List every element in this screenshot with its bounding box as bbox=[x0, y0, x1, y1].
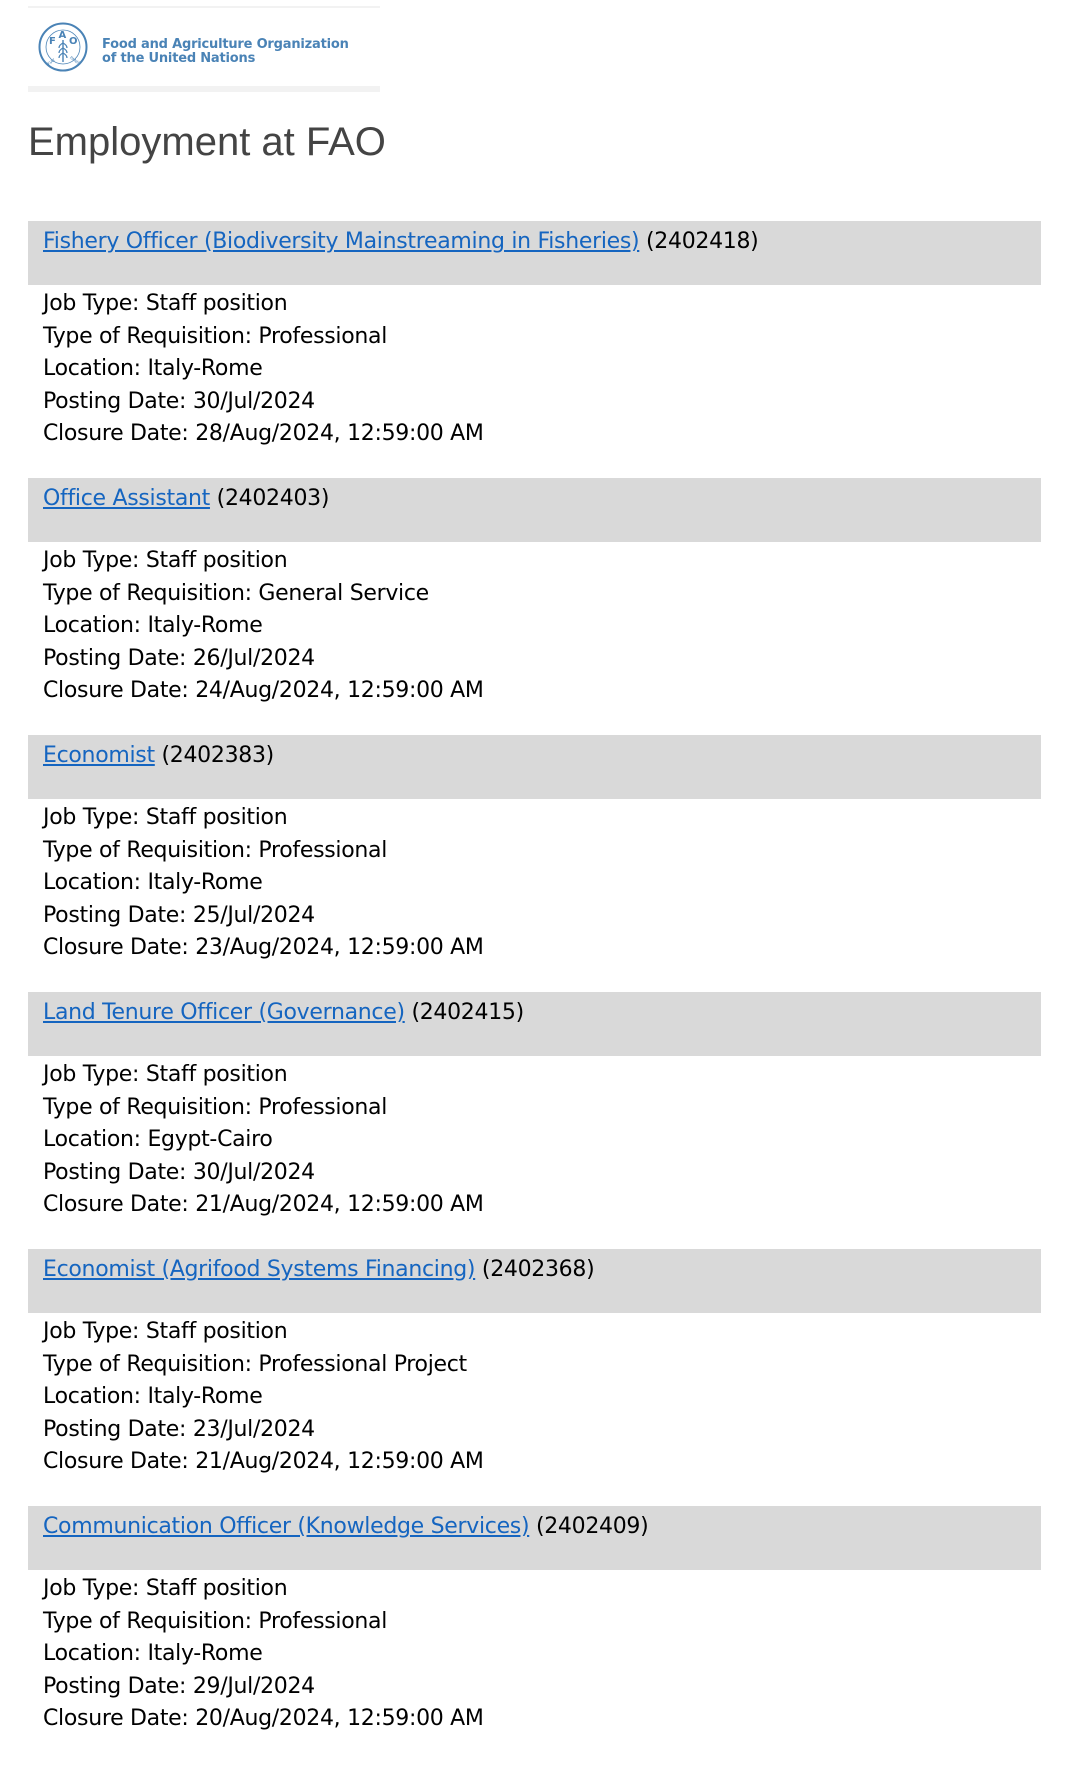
job-listing bbox=[28, 735, 1041, 992]
job-title-link[interactable]: Fishery Officer (Biodiversity Mainstreaming in Fisheries) bbox=[43, 229, 640, 254]
job-header bbox=[28, 1249, 1041, 1313]
requisition-type: Type of Requisition: Professional Project bbox=[43, 1351, 467, 1377]
job-location: Location: Italy-Rome bbox=[43, 613, 263, 638]
job-id: (2402383) bbox=[161, 743, 274, 768]
emblem-letter-f: F bbox=[49, 36, 56, 47]
job-type: Job Type: Staff position bbox=[43, 291, 288, 316]
job-details bbox=[28, 1570, 1041, 1736]
requisition-type: Type of Requisition: Professional bbox=[43, 837, 388, 863]
job-type: Job Type: Staff position bbox=[43, 548, 288, 573]
job-details bbox=[28, 285, 1041, 451]
closure-date: Closure Date: 20/Aug/2024, 12:59:00 AM bbox=[43, 1706, 484, 1731]
requisition-type: Type of Requisition: Professional bbox=[43, 323, 388, 349]
job-title-link[interactable]: Office Assistant bbox=[43, 486, 210, 511]
posting-date: Posting Date: 25/Jul/2024 bbox=[43, 902, 315, 928]
page-title: Employment at FAO bbox=[28, 120, 386, 164]
job-listing bbox=[28, 992, 1041, 1249]
requisition-type: Type of Requisition: General Service bbox=[43, 580, 429, 606]
job-location: Location: Italy-Rome bbox=[43, 1384, 263, 1409]
emblem-letter-a: A bbox=[58, 30, 67, 41]
posting-date: Posting Date: 30/Jul/2024 bbox=[43, 1159, 315, 1185]
job-details bbox=[28, 799, 1041, 965]
job-id: (2402403) bbox=[216, 486, 330, 511]
closure-date: Closure Date: 21/Aug/2024, 12:59:00 AM bbox=[43, 1192, 484, 1217]
posting-date: Posting Date: 30/Jul/2024 bbox=[43, 388, 315, 414]
job-details bbox=[28, 542, 1041, 708]
logo-banner bbox=[28, 4, 380, 92]
fao-emblem-icon bbox=[38, 22, 88, 72]
job-type: Job Type: Staff position bbox=[43, 1062, 288, 1087]
posting-date: Posting Date: 29/Jul/2024 bbox=[43, 1673, 315, 1699]
emblem-letter-o: O bbox=[69, 36, 78, 47]
closure-date: Closure Date: 23/Aug/2024, 12:59:00 AM bbox=[43, 935, 484, 960]
organization-name-line1: Food and Agriculture Organization bbox=[102, 37, 349, 52]
job-location: Location: Italy-Rome bbox=[43, 356, 263, 381]
job-listing bbox=[28, 478, 1041, 735]
posting-date: Posting Date: 23/Jul/2024 bbox=[43, 1416, 315, 1442]
requisition-type: Type of Requisition: Professional bbox=[43, 1094, 388, 1120]
job-details bbox=[28, 1056, 1041, 1222]
organization-name-line2: of the United Nations bbox=[102, 51, 256, 66]
job-location: Location: Italy-Rome bbox=[43, 1641, 263, 1666]
job-header bbox=[28, 1506, 1041, 1570]
job-id: (2402415) bbox=[411, 1000, 524, 1025]
closure-date: Closure Date: 21/Aug/2024, 12:59:00 AM bbox=[43, 1449, 484, 1474]
job-title-link[interactable]: Economist bbox=[43, 743, 155, 768]
job-listing bbox=[28, 1249, 1041, 1506]
job-listing bbox=[28, 221, 1041, 478]
requisition-type: Type of Requisition: Professional bbox=[43, 1608, 388, 1634]
logo-area[interactable] bbox=[28, 8, 380, 86]
job-header bbox=[28, 992, 1041, 1056]
job-list bbox=[28, 221, 1041, 1763]
job-title-link[interactable]: Communication Officer (Knowledge Services) bbox=[43, 1514, 530, 1539]
job-type: Job Type: Staff position bbox=[43, 1319, 288, 1344]
job-type: Job Type: Staff position bbox=[43, 1576, 288, 1601]
organization-name bbox=[102, 38, 349, 66]
job-type: Job Type: Staff position bbox=[43, 805, 288, 830]
svg-text:PANIS: PANIS bbox=[68, 55, 82, 66]
job-listing bbox=[28, 1506, 1041, 1763]
job-details bbox=[28, 1313, 1041, 1479]
closure-date: Closure Date: 24/Aug/2024, 12:59:00 AM bbox=[43, 678, 484, 703]
job-location: Location: Egypt-Cairo bbox=[43, 1127, 273, 1152]
job-id: (2402418) bbox=[646, 229, 759, 254]
job-id: (2402368) bbox=[481, 1257, 595, 1282]
job-id: (2402409) bbox=[535, 1514, 649, 1539]
job-header bbox=[28, 478, 1041, 542]
job-title-link[interactable]: Economist (Agrifood Systems Financing) bbox=[43, 1257, 476, 1282]
job-header bbox=[28, 221, 1041, 285]
job-location: Location: Italy-Rome bbox=[43, 870, 263, 895]
closure-date: Closure Date: 28/Aug/2024, 12:59:00 AM bbox=[43, 421, 484, 446]
job-header bbox=[28, 735, 1041, 799]
job-title-link[interactable]: Land Tenure Officer (Governance) bbox=[43, 1000, 405, 1025]
svg-text:FIAT: FIAT bbox=[46, 57, 57, 67]
posting-date: Posting Date: 26/Jul/2024 bbox=[43, 645, 315, 671]
